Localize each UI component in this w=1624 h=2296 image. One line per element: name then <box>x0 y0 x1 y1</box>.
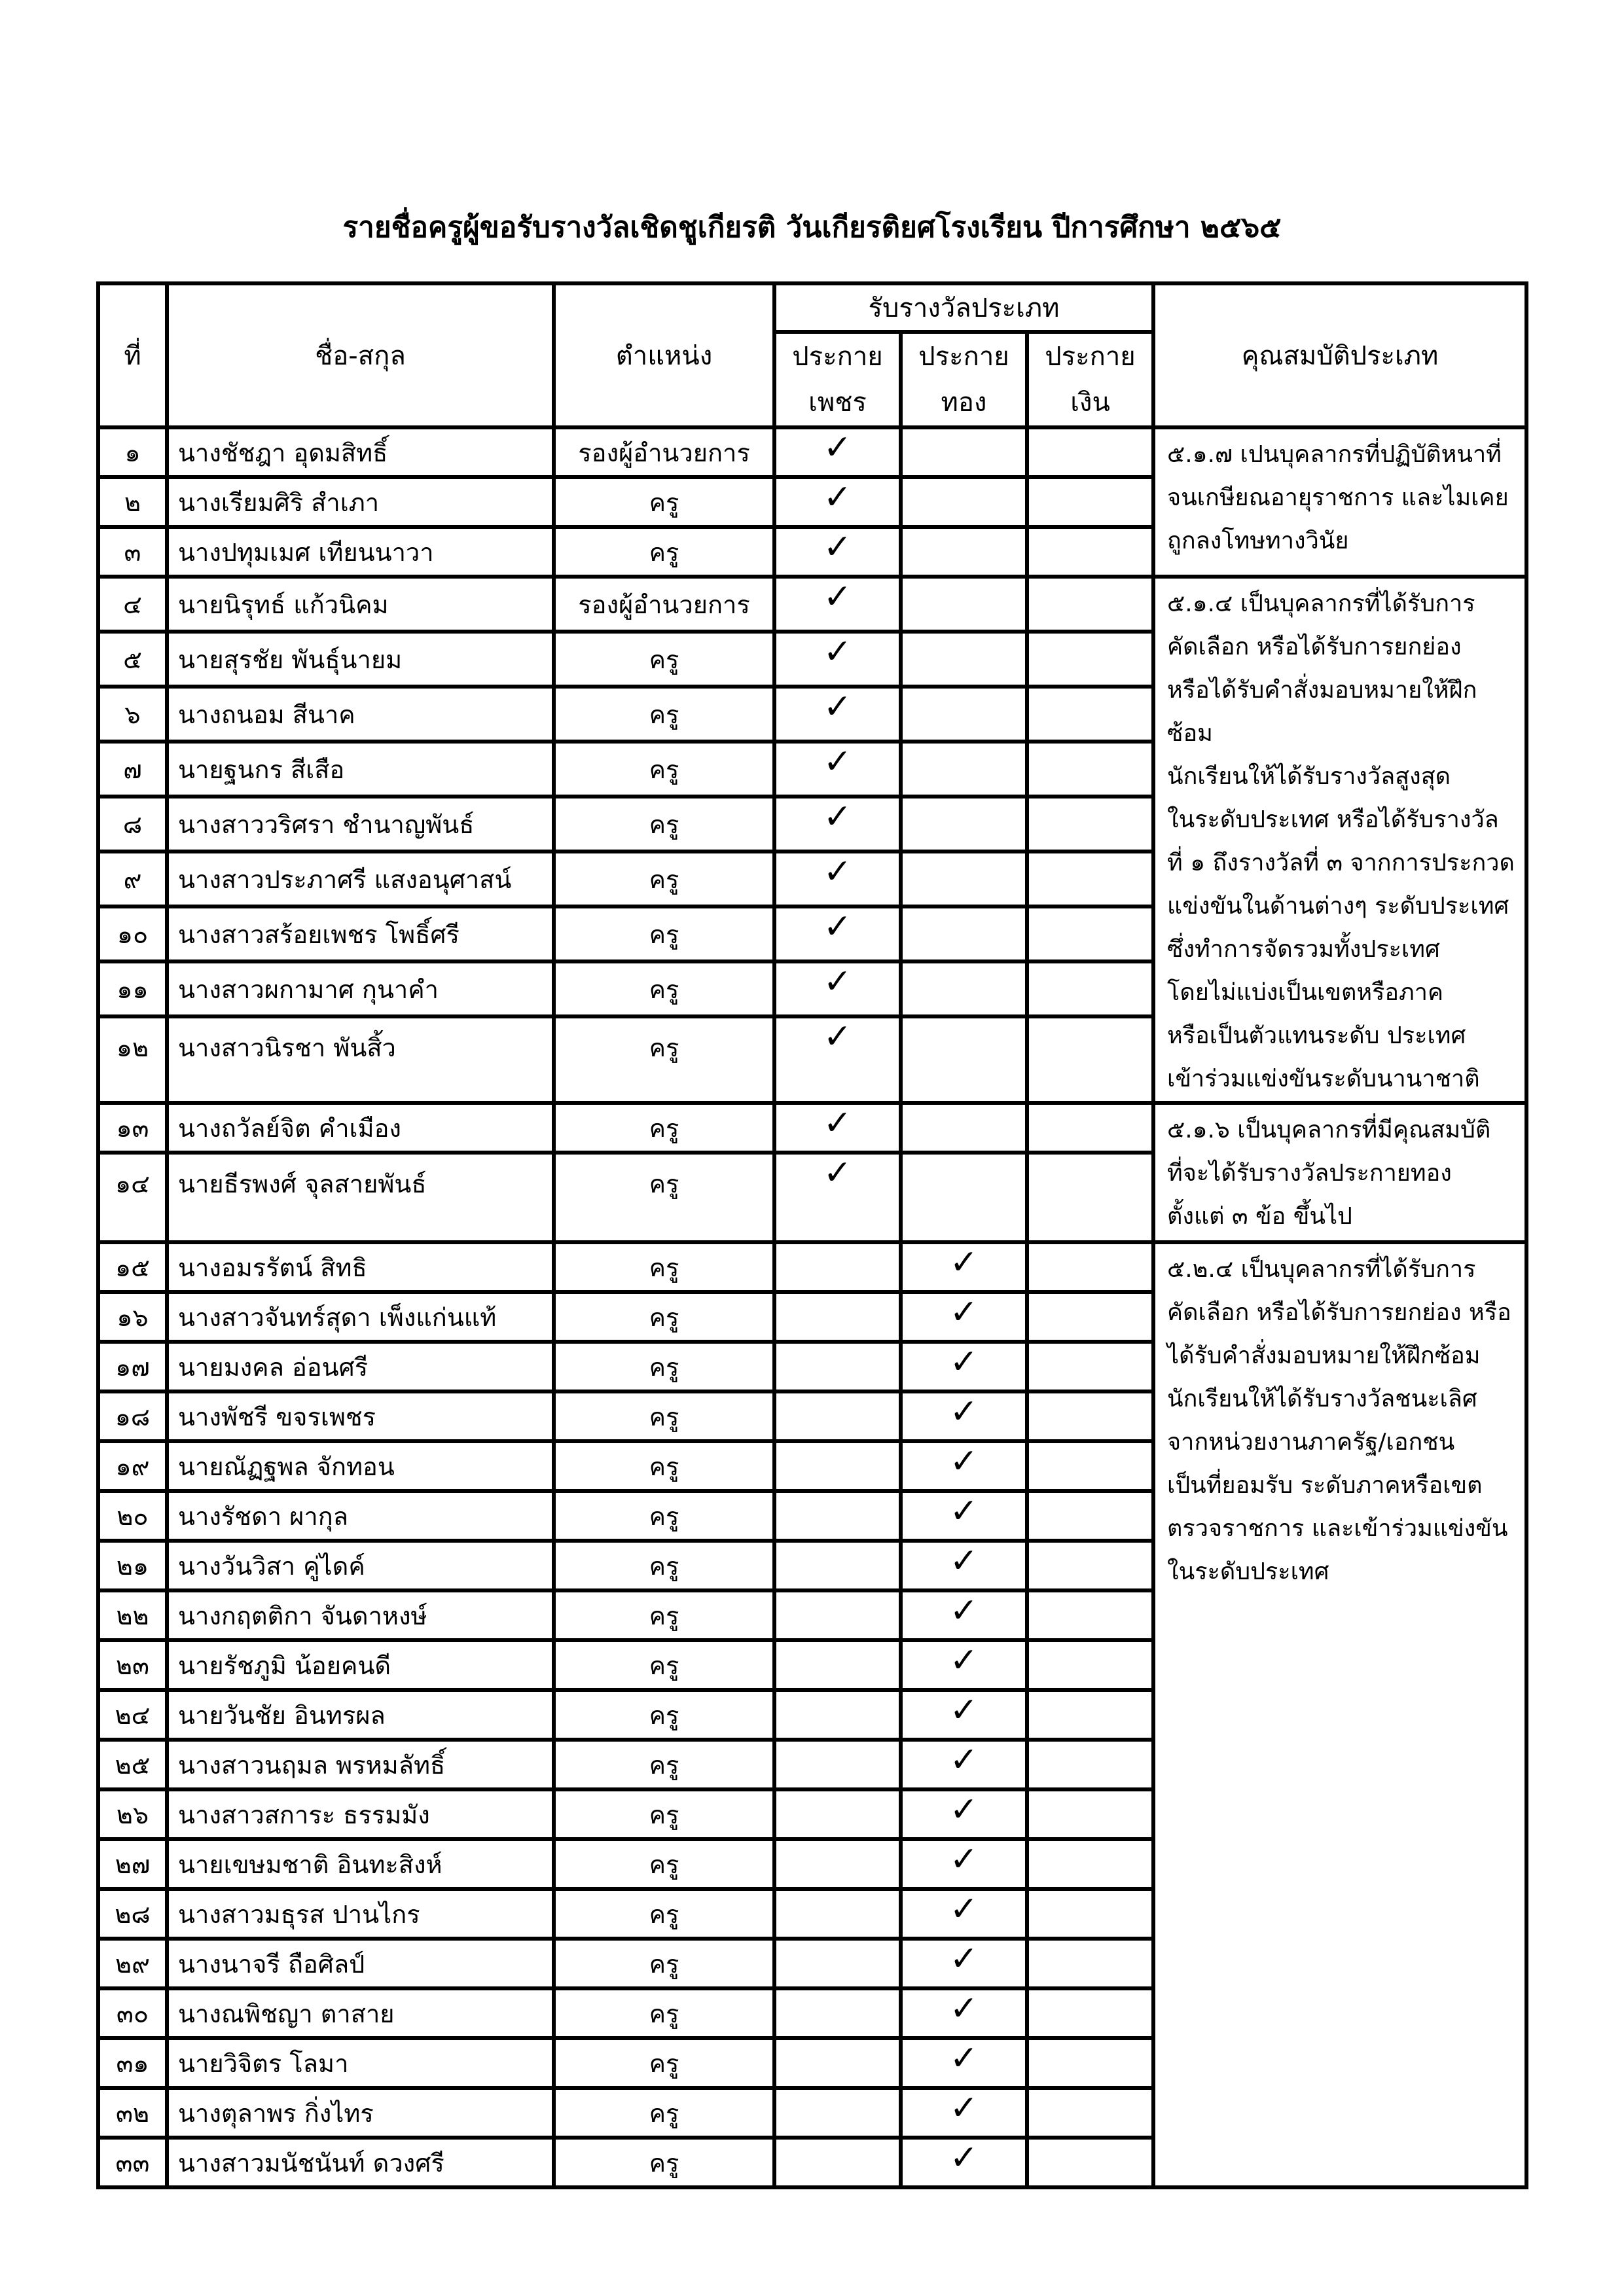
award-diamond-cell <box>774 1342 901 1391</box>
teacher-position: ครู <box>554 2088 774 2138</box>
award-gold-cell <box>901 1740 1027 1789</box>
award-diamond-cell <box>774 1740 901 1789</box>
row-number: ๒๒ <box>98 1590 167 1640</box>
table-body <box>98 427 1526 2187</box>
teacher-position: ครู <box>554 2038 774 2088</box>
award-diamond-cell <box>774 2088 901 2138</box>
checkmark-icon: ✓ <box>949 1691 979 1730</box>
row-number: ๒๓ <box>98 1640 167 1690</box>
checkmark-icon: ✓ <box>949 1890 979 1929</box>
checkmark-icon: ✓ <box>823 1103 852 1143</box>
row-number: ๕ <box>98 632 167 687</box>
award-diamond-cell <box>774 961 901 1016</box>
award-gold-cell <box>901 1491 1027 1541</box>
teacher-name: นางสาวมธุรส ปานไกร <box>167 1889 554 1939</box>
award-silver-cell <box>1027 1016 1153 1103</box>
checkmark-icon: ✓ <box>949 1492 979 1531</box>
checkmark-icon: ✓ <box>823 962 852 1002</box>
teacher-name: นางเรียมศิริ สำเภา <box>167 477 554 527</box>
award-gold-cell <box>901 1342 1027 1391</box>
award-diamond-cell <box>774 1889 901 1939</box>
award-gold-cell <box>901 1292 1027 1342</box>
qualification-line: ถูกลงโทษทางวินัย <box>1167 528 1349 554</box>
teacher-name: นายฐนกร สีเสือ <box>167 742 554 797</box>
teacher-name: นางรัชดา ผากุล <box>167 1491 554 1541</box>
qualification-cell <box>1153 1242 1526 2187</box>
award-diamond-cell <box>774 1441 901 1491</box>
qualification-line: คัดเลือก หรือได้รับการยกย่อง <box>1167 634 1462 660</box>
qualification-line: นักเรียนให้ได้รับรางวัลสูงสุด <box>1167 763 1451 790</box>
award-diamond-cell <box>774 1988 901 2038</box>
teacher-position: ครู <box>554 1839 774 1889</box>
qualification-line: จากหน่วยงานภาครัฐ/เอกชน <box>1167 1429 1455 1456</box>
award-gold-cell <box>901 742 1027 797</box>
award-gold-cell <box>901 1441 1027 1491</box>
award-gold-cell <box>901 1153 1027 1242</box>
award-diamond-cell <box>774 477 901 527</box>
award-silver-cell <box>1027 906 1153 961</box>
award-gold-cell <box>901 577 1027 632</box>
row-number: ๑๑ <box>98 961 167 1016</box>
row-number: ๓๓ <box>98 2138 167 2187</box>
teacher-name: นายวิจิตร โลมา <box>167 2038 554 2088</box>
teacher-name: นางสาวสการะ ธรรมมัง <box>167 1789 554 1839</box>
qualification-cell <box>1153 427 1526 577</box>
award-gold-cell <box>901 632 1027 687</box>
teacher-name: นางวันวิสา คู่ไดค์ <box>167 1541 554 1590</box>
checkmark-icon: ✓ <box>949 1342 979 1382</box>
qualification-line: ๕.๑.๔ เป็นบุคลากรที่ได้รับการ <box>1167 590 1475 617</box>
award-diamond-cell <box>774 1242 901 1292</box>
checkmark-icon: ✓ <box>949 1442 979 1481</box>
row-number: ๑๙ <box>98 1441 167 1491</box>
row-number: ๒๙ <box>98 1939 167 1988</box>
qualification-line: ในระดับประเทศ <box>1167 1558 1329 1585</box>
teacher-name: นายนิรุทธ์ แก้วนิคม <box>167 577 554 632</box>
award-gold-cell <box>901 427 1027 477</box>
row-number: ๖ <box>98 687 167 742</box>
row-number: ๓ <box>98 527 167 577</box>
qualification-line: หรือเป็นตัวแทนระดับ ประเทศ <box>1167 1022 1466 1049</box>
award-gold-cell <box>901 1242 1027 1292</box>
teacher-name: นางสาวสร้อยเพชร โพธิ์ศรี <box>167 906 554 961</box>
qualification-line: ตั้งแต่ ๓ ข้อ ขึ้นไป <box>1167 1203 1352 1230</box>
teacher-position: ครู <box>554 797 774 852</box>
award-silver-cell <box>1027 427 1153 477</box>
award-diamond-cell <box>774 1590 901 1640</box>
row-number: ๗ <box>98 742 167 797</box>
qualification-line: เข้าร่วมแข่งขันระดับนานาชาติ <box>1167 1066 1480 1092</box>
award-gold-cell <box>901 477 1027 527</box>
award-gold-cell <box>901 906 1027 961</box>
award-silver-cell <box>1027 2138 1153 2187</box>
award-silver-cell <box>1027 1342 1153 1391</box>
row-number: ๒๐ <box>98 1491 167 1541</box>
teacher-name: นางถนอม สีนาค <box>167 687 554 742</box>
award-silver-cell <box>1027 1939 1153 1988</box>
award-gold-cell <box>901 961 1027 1016</box>
award-gold-cell <box>901 1789 1027 1839</box>
award-silver-cell <box>1027 961 1153 1016</box>
row-number: ๑๒ <box>98 1016 167 1103</box>
header-qualification: คุณสมบัติประเภท <box>1153 283 1526 427</box>
teacher-position: ครู <box>554 1988 774 2038</box>
teacher-name: นางสาวประภาศรี แสงอนุศาสน์ <box>167 852 554 906</box>
teacher-position: ครู <box>554 1153 774 1242</box>
checkmark-icon: ✓ <box>949 2089 979 2128</box>
document-title: รายชื่อครูผู้ขอรับรางวัลเชิดชูเกียรติ วันเกียรติยศโรงเรียน ปีการศึกษา ๒๕๖๕ <box>342 211 1282 244</box>
row-number: ๒๕ <box>98 1740 167 1789</box>
teacher-position: ครู <box>554 1103 774 1153</box>
award-silver-cell <box>1027 577 1153 632</box>
teacher-position: ครู <box>554 1441 774 1491</box>
teacher-name: นางชัชฎา อุดมสิทธิ์ <box>167 427 554 477</box>
table-row <box>98 577 1526 632</box>
award-diamond-cell <box>774 1016 901 1103</box>
table-row <box>98 1242 1526 1292</box>
award-silver-cell <box>1027 1242 1153 1292</box>
award-gold-cell <box>901 797 1027 852</box>
row-number: ๒๑ <box>98 1541 167 1590</box>
row-number: ๑๗ <box>98 1342 167 1391</box>
teacher-name: นายธีรพงศ์ จุลสายพันธ์ <box>167 1153 554 1242</box>
award-silver-cell <box>1027 477 1153 527</box>
row-number: ๓๒ <box>98 2088 167 2138</box>
award-diamond-cell <box>774 1153 901 1242</box>
award-silver-cell <box>1027 2088 1153 2138</box>
teacher-position: ครู <box>554 1690 774 1740</box>
award-gold-cell <box>901 1988 1027 2038</box>
header-silver: ประกาย เงิน <box>1027 332 1153 427</box>
teacher-name: นายเขษมชาติ อินทะสิงห์ <box>167 1839 554 1889</box>
teacher-name: นางสาวนิรชา พันสิ้ว <box>167 1016 554 1103</box>
award-silver-cell <box>1027 1740 1153 1789</box>
teacher-position: ครู <box>554 527 774 577</box>
teacher-position: ครู <box>554 1939 774 1988</box>
teacher-position: ครู <box>554 1016 774 1103</box>
award-diamond-cell <box>774 1103 901 1153</box>
award-silver-cell <box>1027 1889 1153 1939</box>
award-gold-cell <box>901 1016 1027 1103</box>
teacher-position: ครู <box>554 687 774 742</box>
qualification-line: ๕.๑.๗ เปนบุคลากรที่ปฏิบัติหนาที่ <box>1167 441 1502 468</box>
teacher-name: นางสาวนฤมล พรหมลัทธิ์ <box>167 1740 554 1789</box>
teacher-position: ครู <box>554 477 774 527</box>
table-row <box>98 1103 1526 1153</box>
checkmark-icon: ✓ <box>949 1541 979 1581</box>
teacher-name: นางปทุมเมศ เทียนนาวา <box>167 527 554 577</box>
teacher-name: นายสุรชัย พันธุ์นายม <box>167 632 554 687</box>
teacher-name: นางถวัลย์จิต คำเมือง <box>167 1103 554 1153</box>
header-position: ตำแหน่ง <box>554 283 774 427</box>
award-diamond-cell <box>774 687 901 742</box>
award-gold-cell <box>901 1590 1027 1640</box>
teacher-position: รองผู้อำนวยการ <box>554 577 774 632</box>
qualification-line: แข่งขันในด้านต่างๆ ระดับประเทศ <box>1167 893 1509 920</box>
qualification-line: ตรวจราชการ และเข้าร่วมแข่งขัน <box>1167 1515 1508 1542</box>
award-silver-cell <box>1027 1103 1153 1153</box>
qualification-line: หรือได้รับคำสั่งมอบหมายให้ฝึกซ้อม <box>1167 677 1477 747</box>
teacher-position: ครู <box>554 1292 774 1342</box>
award-diamond-cell <box>774 1839 901 1889</box>
checkmark-icon: ✓ <box>823 428 852 467</box>
row-number: ๙ <box>98 852 167 906</box>
award-gold-cell <box>901 1541 1027 1590</box>
award-silver-cell <box>1027 1988 1153 2038</box>
teacher-name: นางณพิชญา ตาสาย <box>167 1988 554 2038</box>
teacher-position: ครู <box>554 1740 774 1789</box>
teacher-position: ครู <box>554 1789 774 1839</box>
qualification-line: จนเกษียณอายุราชการ และไมเคย <box>1167 484 1509 511</box>
checkmark-icon: ✓ <box>949 1989 979 2028</box>
checkmark-icon: ✓ <box>823 528 852 567</box>
checkmark-icon: ✓ <box>823 1153 852 1193</box>
teacher-name: นางสาววริศรา ชำนาญพันธ์ <box>167 797 554 852</box>
teacher-position: ครู <box>554 1491 774 1541</box>
teacher-position: ครู <box>554 1541 774 1590</box>
checkmark-icon: ✓ <box>823 687 852 727</box>
award-diamond-cell <box>774 852 901 906</box>
award-silver-cell <box>1027 1491 1153 1541</box>
teacher-position: ครู <box>554 961 774 1016</box>
award-diamond-cell <box>774 1690 901 1740</box>
row-number: ๑๐ <box>98 906 167 961</box>
award-diamond-cell <box>774 1292 901 1342</box>
row-number: ๑๓ <box>98 1103 167 1153</box>
teacher-name: นายวันชัย อินทรผล <box>167 1690 554 1740</box>
teacher-position: ครู <box>554 852 774 906</box>
checkmark-icon: ✓ <box>823 907 852 947</box>
award-gold-cell <box>901 1640 1027 1690</box>
award-silver-cell <box>1027 1640 1153 1690</box>
teacher-position: ครู <box>554 1590 774 1640</box>
teacher-name: นายณัฏฐพล จักทอน <box>167 1441 554 1491</box>
checkmark-icon: ✓ <box>949 1939 979 1979</box>
award-diamond-cell <box>774 906 901 961</box>
checkmark-icon: ✓ <box>823 478 852 517</box>
qualification-line: โดยไม่แบ่งเป็นเขตหรือภาค <box>1167 979 1444 1006</box>
award-gold-cell <box>901 1839 1027 1889</box>
award-gold-cell <box>901 687 1027 742</box>
award-silver-cell <box>1027 1391 1153 1441</box>
row-number: ๑๖ <box>98 1292 167 1342</box>
table-row <box>98 427 1526 477</box>
teacher-position: ครู <box>554 1391 774 1441</box>
award-gold-cell <box>901 1939 1027 1988</box>
teacher-position: ครู <box>554 906 774 961</box>
award-silver-cell <box>1027 1292 1153 1342</box>
award-gold-cell <box>901 2088 1027 2138</box>
checkmark-icon: ✓ <box>823 577 852 617</box>
award-diamond-cell <box>774 1541 901 1590</box>
header-award-group: รับรางวัลประเภท <box>774 283 1153 332</box>
award-diamond-cell <box>774 427 901 477</box>
award-silver-cell <box>1027 1441 1153 1491</box>
award-gold-cell <box>901 2038 1027 2088</box>
award-gold-cell <box>901 1391 1027 1441</box>
award-table <box>96 281 1528 2189</box>
teacher-name: นางพัชรี ขจรเพชร <box>167 1391 554 1441</box>
teacher-name: นางสาวมนัชนันท์ ดวงศรี <box>167 2138 554 2187</box>
award-gold-cell <box>901 527 1027 577</box>
award-silver-cell <box>1027 1839 1153 1889</box>
checkmark-icon: ✓ <box>823 852 852 892</box>
teacher-position: ครู <box>554 632 774 687</box>
award-silver-cell <box>1027 1590 1153 1640</box>
checkmark-icon: ✓ <box>949 1392 979 1431</box>
award-silver-cell <box>1027 687 1153 742</box>
award-silver-cell <box>1027 1153 1153 1242</box>
award-silver-cell <box>1027 742 1153 797</box>
qualification-line: เป็นที่ยอมรับ ระดับภาคหรือเขต <box>1167 1472 1483 1499</box>
award-silver-cell <box>1027 1789 1153 1839</box>
award-gold-cell <box>901 1889 1027 1939</box>
checkmark-icon: ✓ <box>823 1017 852 1057</box>
teacher-name: นางสาวจันทร์สุดา เพ็งแก่นแท้ <box>167 1292 554 1342</box>
row-number: ๒ <box>98 477 167 527</box>
checkmark-icon: ✓ <box>823 632 852 672</box>
award-diamond-cell <box>774 632 901 687</box>
award-gold-cell <box>901 852 1027 906</box>
checkmark-icon: ✓ <box>949 1740 979 1780</box>
row-number: ๒๘ <box>98 1889 167 1939</box>
row-number: ๒๔ <box>98 1690 167 1740</box>
teacher-name: นางอมรรัตน์ สิทธิ <box>167 1242 554 1292</box>
teacher-position: ครู <box>554 1342 774 1391</box>
row-number: ๒๗ <box>98 1839 167 1889</box>
row-number: ๘ <box>98 797 167 852</box>
checkmark-icon: ✓ <box>949 2138 979 2178</box>
checkmark-icon: ✓ <box>949 1790 979 1829</box>
header-gold: ประกาย ทอง <box>901 332 1027 427</box>
checkmark-icon: ✓ <box>949 2039 979 2078</box>
checkmark-icon: ✓ <box>949 1243 979 1282</box>
award-diamond-cell <box>774 2138 901 2187</box>
teacher-position: ครู <box>554 1889 774 1939</box>
award-silver-cell <box>1027 852 1153 906</box>
teacher-name: นางกฤตติกา จันดาหงษ์ <box>167 1590 554 1640</box>
award-diamond-cell <box>774 1391 901 1441</box>
row-number: ๑๕ <box>98 1242 167 1292</box>
row-number: ๑ <box>98 427 167 477</box>
teacher-name: นางนาจรี ถือศิลป์ <box>167 1939 554 1988</box>
award-gold-cell <box>901 1690 1027 1740</box>
checkmark-icon: ✓ <box>949 1840 979 1879</box>
teacher-name: นางสาวผกามาศ กุนาคำ <box>167 961 554 1016</box>
row-number: ๑๔ <box>98 1153 167 1242</box>
checkmark-icon: ✓ <box>949 1591 979 1630</box>
row-number: ๔ <box>98 577 167 632</box>
header-no: ที่ <box>98 283 167 427</box>
award-silver-cell <box>1027 1690 1153 1740</box>
checkmark-icon: ✓ <box>949 1293 979 1332</box>
award-diamond-cell <box>774 742 901 797</box>
qualification-cell <box>1153 577 1526 1103</box>
row-number: ๑๘ <box>98 1391 167 1441</box>
teacher-position: ครู <box>554 1242 774 1292</box>
row-number: ๒๖ <box>98 1789 167 1839</box>
award-silver-cell <box>1027 632 1153 687</box>
award-silver-cell <box>1027 797 1153 852</box>
checkmark-icon: ✓ <box>823 797 852 837</box>
qualification-line: ที่จะได้รับรางวัลประกายทอง <box>1167 1160 1452 1187</box>
checkmark-icon: ✓ <box>823 742 852 782</box>
row-number: ๓๑ <box>98 2038 167 2088</box>
qualification-line: คัดเลือก หรือได้รับการยกย่อง หรือ <box>1167 1299 1511 1326</box>
award-diamond-cell <box>774 1939 901 1988</box>
header-diamond: ประกาย เพชร <box>774 332 901 427</box>
checkmark-icon: ✓ <box>949 1641 979 1680</box>
teacher-name: นายรัชภูมิ น้อยคนดี <box>167 1640 554 1690</box>
qualification-cell <box>1153 1103 1526 1242</box>
award-gold-cell <box>901 1103 1027 1153</box>
award-diamond-cell <box>774 527 901 577</box>
qualification-line: ได้รับคำสั่งมอบหมายให้ฝึกซ้อม <box>1167 1342 1481 1369</box>
award-diamond-cell <box>774 797 901 852</box>
award-silver-cell <box>1027 2038 1153 2088</box>
row-number: ๓๐ <box>98 1988 167 2038</box>
award-silver-cell <box>1027 1541 1153 1590</box>
teacher-name: นางตุลาพร กิ่งไทร <box>167 2088 554 2138</box>
teacher-name: นายมงคล อ่อนศรี <box>167 1342 554 1391</box>
award-silver-cell <box>1027 527 1153 577</box>
award-gold-cell <box>901 2138 1027 2187</box>
teacher-position: ครู <box>554 2138 774 2187</box>
award-diamond-cell <box>774 2038 901 2088</box>
qualification-line: ซึ่งทำการจัดรวมทั้งประเทศ <box>1167 936 1440 963</box>
qualification-line: ๕.๑.๖ เป็นบุคลากรที่มีคุณสมบัติ <box>1167 1117 1491 1143</box>
award-diamond-cell <box>774 1640 901 1690</box>
award-diamond-cell <box>774 1789 901 1839</box>
award-diamond-cell <box>774 577 901 632</box>
teacher-position: รองผู้อำนวยการ <box>554 427 774 477</box>
teacher-position: ครู <box>554 742 774 797</box>
qualification-line: ในระดับประเทศ หรือได้รับรางวัล <box>1167 806 1499 833</box>
award-diamond-cell <box>774 1491 901 1541</box>
qualification-line: นักเรียนให้ได้รับรางวัลชนะเลิศ <box>1167 1386 1477 1412</box>
teacher-position: ครู <box>554 1640 774 1690</box>
header-name: ชื่อ-สกุล <box>167 283 554 427</box>
qualification-line: ที่ ๑ ถึงรางวัลที่ ๓ จากการประกวด <box>1167 850 1515 876</box>
qualification-line: ๕.๒.๔ เป็นบุคลากรที่ได้รับการ <box>1167 1256 1476 1283</box>
